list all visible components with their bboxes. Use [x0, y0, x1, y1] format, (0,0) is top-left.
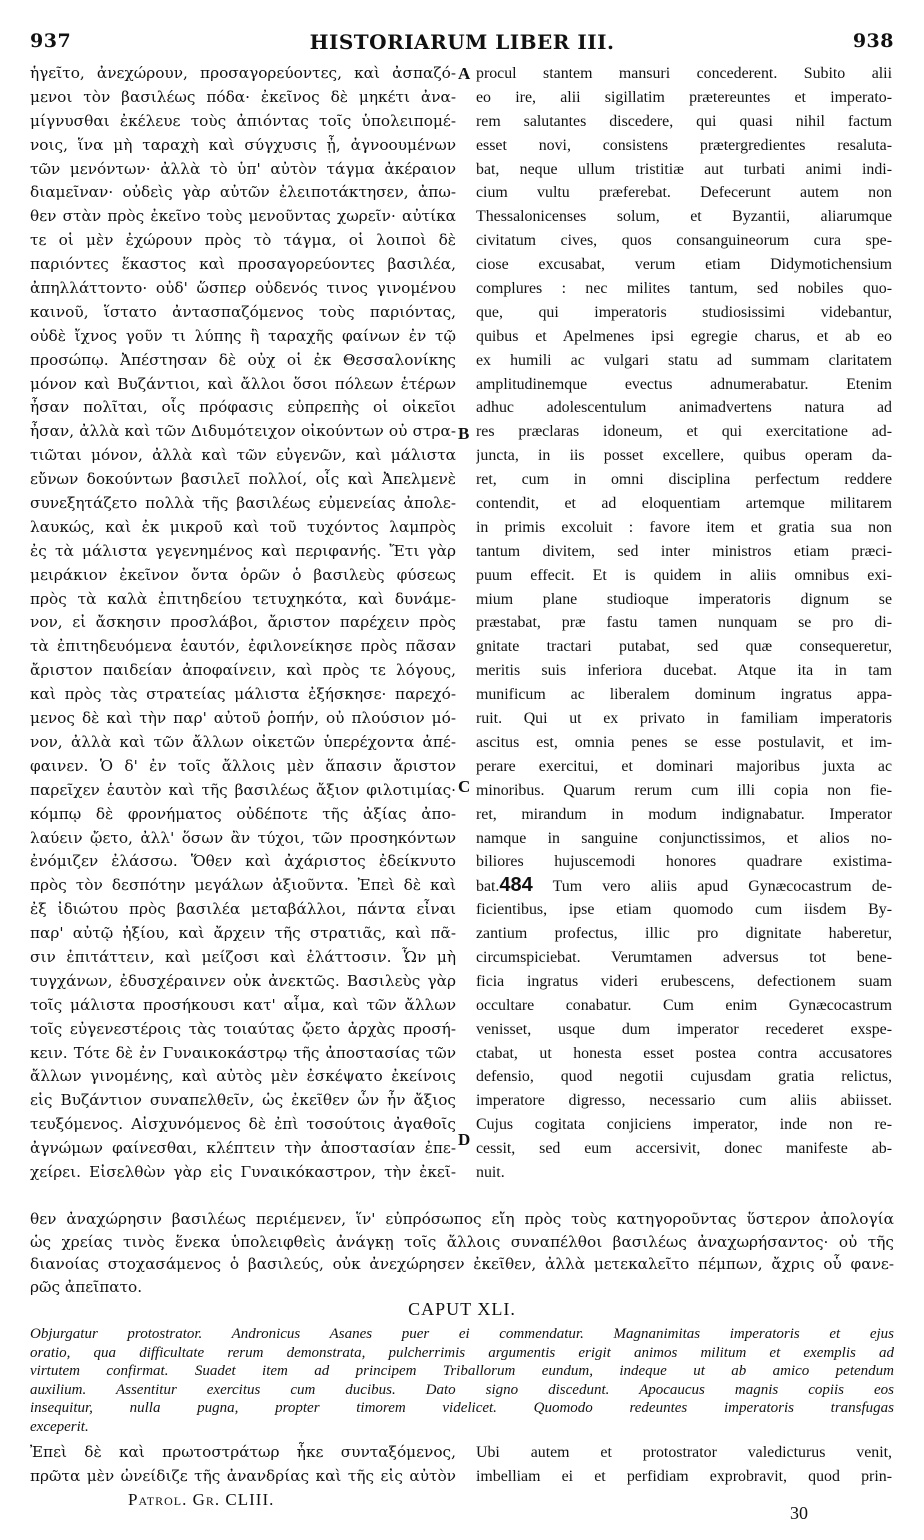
latin-line: que, qui imperatoris studiosissimi videbantur,: [476, 303, 892, 321]
greek-line: μίγνυσθαι ἐκέλευε τοὺς ἀπιόντας τοῖς ὑπολειπομέ-: [30, 111, 456, 130]
greek-line: διαμεῖναν· οὐδεὶς γὰρ αὐτῶν ἐλειποτάκτησεν, ἀπω-: [30, 183, 456, 202]
greek-line: ἐς τὰ μάλιστα γεγενημένος καὶ περιφανής. Ἔτι γὰρ: [30, 541, 456, 560]
latin-line: biliores hujuscemodi honores quadrare existima-: [476, 853, 892, 871]
greek-line: νοις, ἵνα μὴ ταραχὴ καὶ σύγχυσις ᾖ, ἀγνοουμένων: [30, 135, 456, 154]
bottom-greek-column: [30, 1441, 456, 1488]
latin-line: esset novi, consistens prætergredientes resaluta-: [476, 136, 892, 154]
latin-line: juncta, in iis posset excellere, quibus operam da-: [476, 447, 892, 465]
latin-line: imbelliam ei et perfidiam exprobravit, quod prin-: [476, 1467, 892, 1485]
summary-line: virtutem confirmat. Suadet item ad principem Triballorum eundum, indeque ut ab amico petendum: [30, 1363, 894, 1380]
latin-line: eo ire, alii sigillatim prætereuntes et imperato-: [476, 88, 892, 106]
latin-line: imperatore digresso, necessario cum aliis abiisset.: [476, 1092, 892, 1110]
latin-line: meritis suis inferiora ducebat. Atque ita in tam: [476, 662, 892, 680]
greek-line: τυγχάνων, ἐδυσχέραινεν οὐκ ἀνεκτῶς. Βασιλεὺς γὰρ: [30, 971, 456, 990]
greek-line: ἐνόμιζεν ἐλάσσω. Ὅθεν καὶ ἀχάριστος ἐδείκνυτο: [30, 852, 456, 871]
summary-line: oratio, qua difficultate rerum demonstrata, pulcherrimis argumentis erigit animos militum et exemplis ad: [30, 1344, 894, 1361]
latin-line: contendit, et ad eloquentiam artemque militarem: [476, 495, 892, 513]
latin-line: minoribus. Quarum rerum cum illi copia non fie-: [476, 781, 892, 799]
latin-line: defensio, quod negotii cujusdam gratia relictus,: [476, 1068, 892, 1086]
latin-line: ret, mirandum in modum indignabatur. Imperator: [476, 805, 892, 823]
latin-line: cium vultu præferebat. Defecerunt autem non: [476, 184, 892, 202]
greek-line: νον, ἀλλὰ καὶ τῶν ἄλλων οἰκετῶν ὑπερέχοντα ἀπέ-: [30, 732, 456, 751]
greek-line: ἐξ ἰδιώτου πρὸς βασιλέα μεταβάλλοι, πάντα εἶναι: [30, 900, 456, 919]
chapter-summary: [30, 1325, 894, 1437]
latin-line: rem salutantes discedere, qui quasi nihil factum: [476, 112, 892, 130]
latin-line: bat.484 Tum vero aliis apud Gynæcocastrum de-: [476, 874, 892, 897]
greek-line: ἡγεῖτο, ἀνεχώρουν, προσαγορεύοντες, καὶ ἀσπαζό-: [30, 64, 456, 82]
latin-line: Cujus cogitata conjiciens imperator, inde non re-: [476, 1116, 892, 1134]
latin-line: puum effecit. Et is quidem in aliis omnibus exi-: [476, 566, 892, 584]
latin-line: quibus et Apelmenes ipsi egregie charus, et ab eo: [476, 327, 892, 345]
summary-line: insequitur, nulla pugna, propter timorem videlicet. Quomodo redeuntes imperatoris transfugas: [30, 1400, 894, 1417]
latin-line: ctabat, ut honesta esset postea contra accusatores: [476, 1044, 892, 1062]
greek-line: νον, εἰ ἄσκησιν προσλάβοι, ἄριστον παρέχειν πρὸς: [30, 613, 456, 632]
greek-line: καὶ πρὸς τὰς στρατείας μάλιστα ἐξήσκησε· παρεχό-: [30, 685, 456, 704]
page-number-right: 938: [852, 30, 894, 52]
greek-line: ἄλλων γινομένης, καὶ αὐτὸς μὲν ἐσκέψατο ἐκείνοις: [30, 1067, 456, 1086]
footer-signature-number: 30: [790, 1503, 808, 1523]
latin-line: amplitudinemque evectus adnumerabatur. Etenim: [476, 375, 892, 393]
footer-series: Patrol. Gr. CLIII.: [128, 1490, 275, 1509]
latin-line: civitatum cives, quos consanguineorum cura spe-: [476, 232, 892, 250]
greek-line: μειράκιον ἐκεῖνον ὄντα ὁρῶν ὁ βασιλεὺς φύσεως: [30, 565, 456, 584]
latin-line: circumspiciebat. Verumtamen adversus tot bene-: [476, 948, 892, 966]
greek-column: [30, 62, 456, 1185]
latin-line: munificum ac liberalem dominum ingratus appa-: [476, 686, 892, 704]
latin-line: ascitus est, omnia penes se esse postulavit, et im-: [476, 733, 892, 751]
latin-line: ficia ingratus videri erubescens, defectionem suam: [476, 972, 892, 990]
chapter-heading: CAPUT XLI.: [408, 1299, 516, 1319]
latin-line: bat, neque ullum tristitiæ aut turbati animi indi-: [476, 160, 892, 178]
greek-line: διανοίας στοχασάμενος ὁ βασιλεύς, οὐκ ἀνεχώρησεν ἐκεῖθεν, ἀλλὰ μετεκαλεῖτο πέμπων, ἄχρις οὗ φανε-: [30, 1255, 894, 1274]
latin-line: ret, cum in omni disciplina perfectum reddere: [476, 471, 892, 489]
greek-line: τε οἱ μὲν ἐχώρουν πρὸς τὸ τάγμα, οἱ λοιποὶ δὲ: [30, 231, 456, 250]
greek-line: πρὸς τὰ καλὰ ἐπιτηδείου τετυχηκότα, καὶ δυνάμε-: [30, 589, 456, 608]
greek-line: συνεξητάζετο πολλὰ τῆς βασιλέως εὐμενείας ἀπολε-: [30, 494, 456, 513]
margin-marker-a: A: [458, 64, 471, 83]
greek-line: εἰς Βυζάντιον συναπελθεῖν, ὡς ἐκεῖθεν ὧν ἦν ἄξιος: [30, 1091, 456, 1110]
summary-line: auxilium. Assentitur exercitus cum ducibus. Dato signo discedunt. Apocaucus magnis copiis eos: [30, 1381, 894, 1398]
greek-line: κόμπῳ δὲ φρονήματος οὐδέποτε τῆς ἀξίας ἀπο-: [30, 804, 456, 823]
latin-line: zantium profectus, illic pro dignitate haberetur,: [476, 925, 892, 943]
greek-line: ἀπηλλάττοντο· οὐδ' ὥσπερ οὐδενός τινος γινομένου: [30, 279, 456, 298]
marginal-page-number: 484: [499, 874, 533, 897]
bottom-latin-column: [476, 1441, 892, 1488]
latin-line: Ubi autem et protostrator valedicturus venit,: [476, 1444, 892, 1461]
greek-line: οὐδὲ ἴχνος γοῦν τι λύπης ἢ ταραχῆς φαίνων ἐν τῷ: [30, 326, 456, 345]
latin-line: tantum divitem, sed inter ministros etiam præci-: [476, 542, 892, 560]
latin-column: [476, 62, 892, 1185]
greek-line: σιν ἐπιτάττειν, καὶ μείζοσι καὶ ἐλάττοσιν. Ὧν μὴ: [30, 947, 456, 966]
greek-line: ἦσαν, ἀλλὰ καὶ τῶν Διδυμότειχον οἰκούντων οὐ στρα-: [30, 422, 456, 441]
greek-line: χείρει. Εἰσελθὼν γὰρ εἰς Γυναικόκαστρον, τὴν ἐκεῖ-: [30, 1162, 456, 1181]
greek-line: τιῶται μόνον, ἀλλὰ καὶ τῶν εὐγενῶν, καὶ μάλιστα: [30, 446, 456, 465]
greek-line: Ἐπεὶ δὲ καὶ πρωτοστράτωρ ἧκε συνταξόμενος,: [30, 1443, 456, 1461]
page-number-left: 937: [30, 30, 72, 52]
latin-line: ficientibus, ipse etiam quomodo cum iisdem By-: [476, 901, 892, 919]
greek-line: φαινεν. Ὁ δ' ἐν τοῖς ἄλλοις μὲν ἅπασιν ἄριστον: [30, 756, 456, 775]
latin-line: venisset, usque dum imperator recederet exspe-: [476, 1020, 892, 1038]
greek-line: τοῖς μάλιστα προσήκουσι κατ' αἷμα, καὶ τῶν ἄλλων: [30, 995, 456, 1014]
latin-line: gnitate tractari putabat, sed quæ consequeretur,: [476, 638, 892, 656]
latin-line: res præclaras idoneum, et qui exercitatione ad-: [476, 423, 892, 441]
greek-line: λαυκώς, καὶ ἐκ μικροῦ καὶ τοῦ τυχόντος λαμπρὸς: [30, 517, 456, 536]
greek-line: ἦσαν πολῖται, οἷς πρόφασις εὐπρεπὴς οἱ οἰκεῖοι: [30, 398, 456, 417]
latin-line: ex humili ac vulgari statu ad summam claritatem: [476, 351, 892, 369]
greek-line: εὔνων δοκούντων βασιλεῖ πολλοί, οἷς καὶ Ἀπελμενὲ: [30, 470, 456, 489]
latin-line: nuit.: [476, 1163, 505, 1181]
greek-line: ρῶς ἀπεῖπατο.: [30, 1278, 143, 1297]
greek-line: μενος δὲ καὶ τὴν παρ' αὐτοῦ ῥοπήν, οὐ πλούσιον μό-: [30, 709, 456, 728]
summary-line: exceperit.: [30, 1418, 89, 1435]
latin-line: ruit. Qui ut ex privato in familiam imperatoris: [476, 710, 892, 728]
running-header: [30, 30, 894, 56]
latin-line: in primis excoluit : favore item et gratia sua non: [476, 518, 892, 536]
greek-line: τὰ ἐπιτηδευόμενα ἑαυτόν, ἐφιλονείκησε πρὸς πᾶσαν: [30, 637, 456, 656]
running-title: HISTORIARUM LIBER III.: [309, 30, 615, 54]
full-width-greek: [30, 1208, 894, 1299]
greek-line: λαύειν ᾤετο, ἀλλ' ὅσων ἂν τύχοι, τῶν προσηκόντων: [30, 828, 456, 847]
latin-line: perare exercitui, et dominari majoribus juxta ac: [476, 757, 892, 775]
latin-line: occultare conabatur. Cum enim Gynæcocastrum: [476, 996, 892, 1014]
latin-line: procul stantem mansuri concederent. Subito alii: [476, 65, 892, 82]
latin-line: adhuc adolescentulum animadvertens natura ad: [476, 399, 892, 417]
greek-line: κειν. Τότε δὲ ἐν Γυναικοκάστρῳ τῆς ἀποστασίας τῶν: [30, 1043, 456, 1062]
greek-line: πρὸς τὸν δεσπότην μεγάλων ἀξιοῦντα. Ἐπεὶ δὲ καὶ: [30, 876, 456, 895]
greek-line: μενοι τὸν βασιλέως πόδα· ἐκεῖνος δὲ μηκέτι ἀνα-: [30, 87, 456, 106]
greek-line: παριόντες ἕκαστος καὶ προσαγορεύοντες βασιλέα,: [30, 255, 456, 274]
greek-line: πρῶτα μὲν ὠνείδιζε τῆς ἀνανδρίας καὶ τῆς εἰς αὐτὸν: [30, 1466, 456, 1485]
greek-line: ὡς χρείας τινὸς ἕνεκα ὑπολειφθεὶς ἀνάγκῃ τοῖς ἄλλοις συναπέλθοι βασιλέως ἀναχωρήσαντος· οὐ τῆς: [30, 1232, 894, 1251]
summary-line: Objurgatur protostrator. Andronicus Asanes puer ei commendatur. Magnanimitas imperatoris et ejus: [30, 1326, 894, 1342]
latin-line: Thessalonicenses solum, et Byzantii, aliarumque: [476, 208, 892, 226]
greek-line: τῶν μενόντων· ἀλλὰ τὸ ὑπ' αὐτὸν τάγμα ἀκέραιον: [30, 159, 456, 178]
greek-line: προσώπῳ. Ἀπέστησαν δὲ οὐχ οἱ ἐκ Θεσσαλονίκης: [30, 350, 456, 369]
greek-line: ἄριστον παιδείαν ἀποφαίνειν, καὶ πρὸς τε λόγους,: [30, 661, 456, 680]
greek-line: μόνον καὶ Βυζάντιοι, καὶ ἄλλοι ὅσοι πόλεων ἑτέρων: [30, 374, 456, 393]
greek-line: τευξόμενος. Αἰσχυνόμενος δὲ ἐπὶ τοσούτοις ἀγαθοῖς: [30, 1115, 456, 1134]
margin-marker-d: D: [458, 1130, 471, 1149]
latin-line: ciose excusabat, verum etiam Didymotichensium: [476, 256, 892, 274]
margin-marker-c: C: [458, 777, 471, 796]
latin-line: cessit, sed eum accersivit, donec manifeste ab-: [476, 1140, 892, 1158]
greek-line: ἀγνώμων φαίνεσθαι, κλέπτειν τὴν ἀποστασίαν ἐπε-: [30, 1139, 456, 1158]
latin-line: namque in sanguine conjunctissimos, et alios no-: [476, 829, 892, 847]
greek-line: παρεῖχεν ἑαυτὸν καὶ τῆς βασιλέως ἄξιον φιλοτιμίας·: [30, 780, 456, 799]
latin-line: complures : nec milites tantum, sed nobiles quo-: [476, 280, 892, 298]
latin-line: mium plane studioque imperatoris dignum se: [476, 590, 892, 608]
greek-line: παρ' αὐτῷ ἠξίου, καὶ ἄρχειν τῆς στρατιᾶς, καὶ πᾶ-: [30, 924, 456, 943]
margin-marker-b: B: [458, 424, 470, 443]
greek-line: καινοῦ, ἵστατο ἀντασπαζόμενος τοὺς παριόντας,: [30, 302, 456, 321]
greek-line: τοῖς εὐγενεστέροις τὰς τοιαύτας ᾤετο ἀρχὰς προσή-: [30, 1019, 456, 1038]
greek-line: θεν ἀναχώρησιν βασιλέως περιέμενεν, ἵν' εὐπρόσωπος εἴη πρὸς τοὺς κατηγοροῦντας ὕστερον ἀπολογία: [30, 1210, 894, 1228]
greek-line: θεν στὰν πρὸς ἐκεῖνο τοὺς μενοῦντας χωρεῖν· αὐτίκα: [30, 207, 456, 226]
latin-line: præstabat, præ fastu tamen nunquam se pro di-: [476, 614, 892, 632]
